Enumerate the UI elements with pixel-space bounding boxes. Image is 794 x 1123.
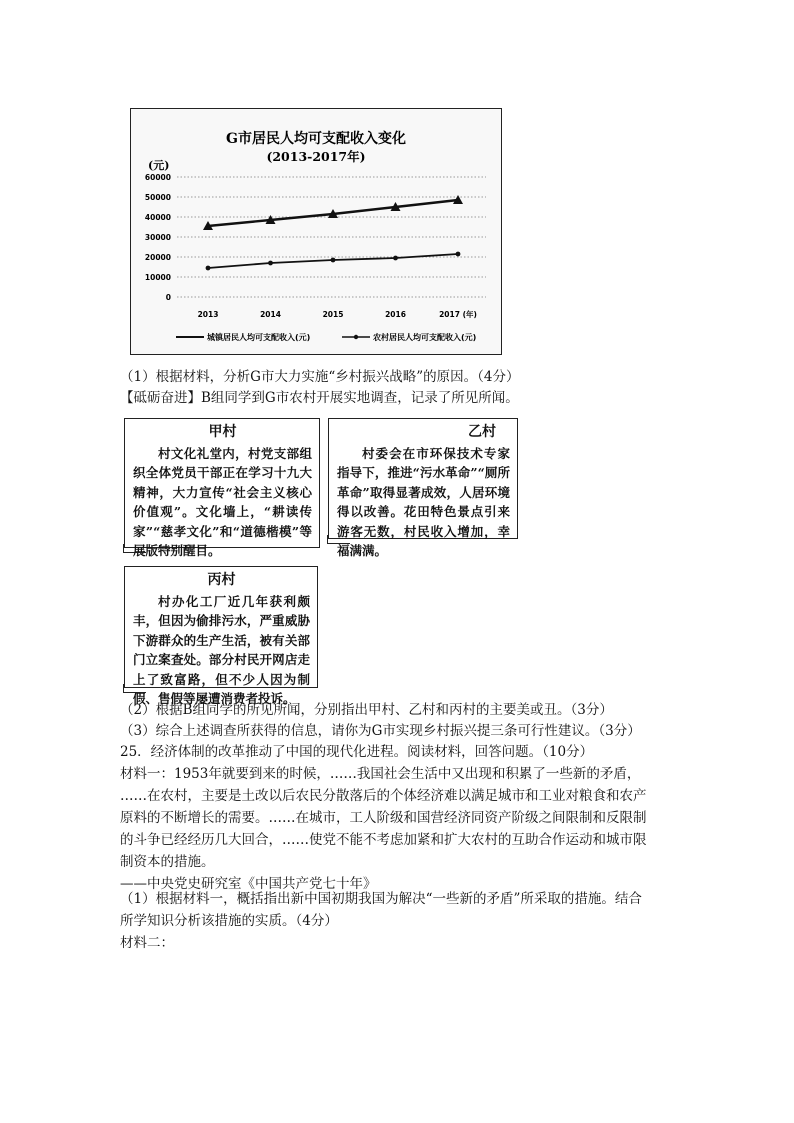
note-jia (124, 418, 320, 558)
y-axis-unit: (元) (148, 159, 170, 172)
y-tick-label: 50000 (144, 193, 171, 202)
x-tick-label: 2013 (197, 310, 219, 319)
x-tick-labels (198, 309, 477, 319)
question-2: （2）根据B组同学的所见所闻，分别指出甲村、乙村和丙村的主要美或丑。（3分） (120, 702, 613, 718)
x-tick-label: 2014 (260, 310, 281, 319)
question-25-1-line-2: 所学知识分析该措施的实质。（4分） (120, 913, 338, 929)
note-bing-title: 丙村 (207, 572, 236, 588)
chart-legend (176, 332, 476, 342)
chart-title: G市居民人均可支配收入变化 (226, 131, 406, 147)
x-tick-label: 2016 (385, 310, 406, 319)
data-point-rural (331, 258, 336, 263)
note-bing-body: 村办化工厂近几年获利颇丰，但因为偷排污水，严重威胁下游群众的生产生活，被有关部门立案查处。部分村民开网店走上了致富路，但不少人因为制假、售假等屡遭消费者投诉。 (133, 593, 310, 706)
note-bing (124, 566, 318, 706)
x-tick-label: 2017 (年) (439, 310, 477, 319)
material-1-source: ——中央党史研究室《中国共产党七十年》 (120, 876, 377, 892)
intro-text: 【砥砺奋进】B组同学到G市农村开展实地调查，记录了所见所闻。 (120, 390, 519, 406)
y-tick-label: 10000 (144, 273, 171, 282)
material-1-line-5: 制资本的措施。 (120, 854, 215, 870)
question-1: （1）根据材料，分析G市大力实施“乡村振兴战略”的原因。（4分） (120, 369, 520, 385)
chart-svg (131, 109, 501, 354)
material-1-line-3: 原料的不断增长的需要。……在城市，工人阶级和国营经济同资产阶级之间限制和反限制 (120, 810, 647, 826)
chart-series (203, 195, 463, 270)
note-jia-title: 甲村 (208, 424, 237, 440)
y-tick-label: 20000 (144, 253, 171, 262)
data-point-rural (393, 256, 398, 261)
note-yi-body: 村委会在市环保技术专家指导下，推进“污水革命”“厕所革命”取得显著成效，人居环境得以改善。花田特色景点引来游客无数，村民收入增加，幸福满满。 (337, 445, 510, 558)
y-tick-labels (145, 173, 171, 302)
data-point-rural (268, 261, 273, 266)
y-tick-label: 40000 (144, 213, 171, 222)
material-1-line-2: ……在农村，主要是土改以后农民分散落后的个体经济难以满足城市和工业对粮食和农产 (120, 788, 647, 804)
note-yi (328, 418, 518, 558)
question-25-1-line-1: （1）根据材料一，概括指出新中国初期我国为解决“一些新的矛盾”所采取的措施。结合 (120, 891, 642, 907)
income-chart (130, 108, 502, 355)
material-1-line-1: 材料一：1953年就要到来的时候，……我国社会生活中又出现和积累了一些新的矛盾， (120, 766, 641, 782)
note-yi-title: 乙村 (468, 424, 496, 440)
question-3: （3）综合上述调查所获得的信息，请你为G市实现乡村振兴提三条可行性建议。（3分） (120, 723, 641, 739)
material-2-label: 材料二： (120, 935, 174, 951)
question-25: 25．经济体制的改革推动了中国的现代化进程。阅读材料，回答问题。（10分） (120, 744, 594, 760)
x-tick-label: 2015 (322, 310, 344, 319)
y-tick-label: 60000 (144, 173, 171, 182)
data-point-rural (206, 266, 211, 271)
chart-subtitle: (2013-2017年) (266, 149, 366, 164)
legend-rural: 农村居民人均可支配收入(元) (373, 333, 477, 342)
legend-urban: 城镇居民人均可支配收入(元) (207, 333, 311, 342)
y-tick-label: 0 (165, 293, 171, 302)
data-point-rural (456, 252, 461, 257)
material-1-line-4: 的斗争已经经历几大回合，……使党不能不考虑加紧和扩大农村的互助合作运动和城市限 (120, 832, 647, 848)
legend-dot-rural (354, 335, 358, 339)
y-tick-label: 30000 (144, 233, 171, 242)
chart-grid (177, 177, 486, 297)
note-jia-body: 村文化礼堂内，村党支部组织全体党员干部正在学习十九大精神，大力宣传“社会主义核心价值观”。文化墙上，“耕读传家”“慈孝文化”和“道德楷模”等展版特别醒目。 (133, 445, 312, 558)
